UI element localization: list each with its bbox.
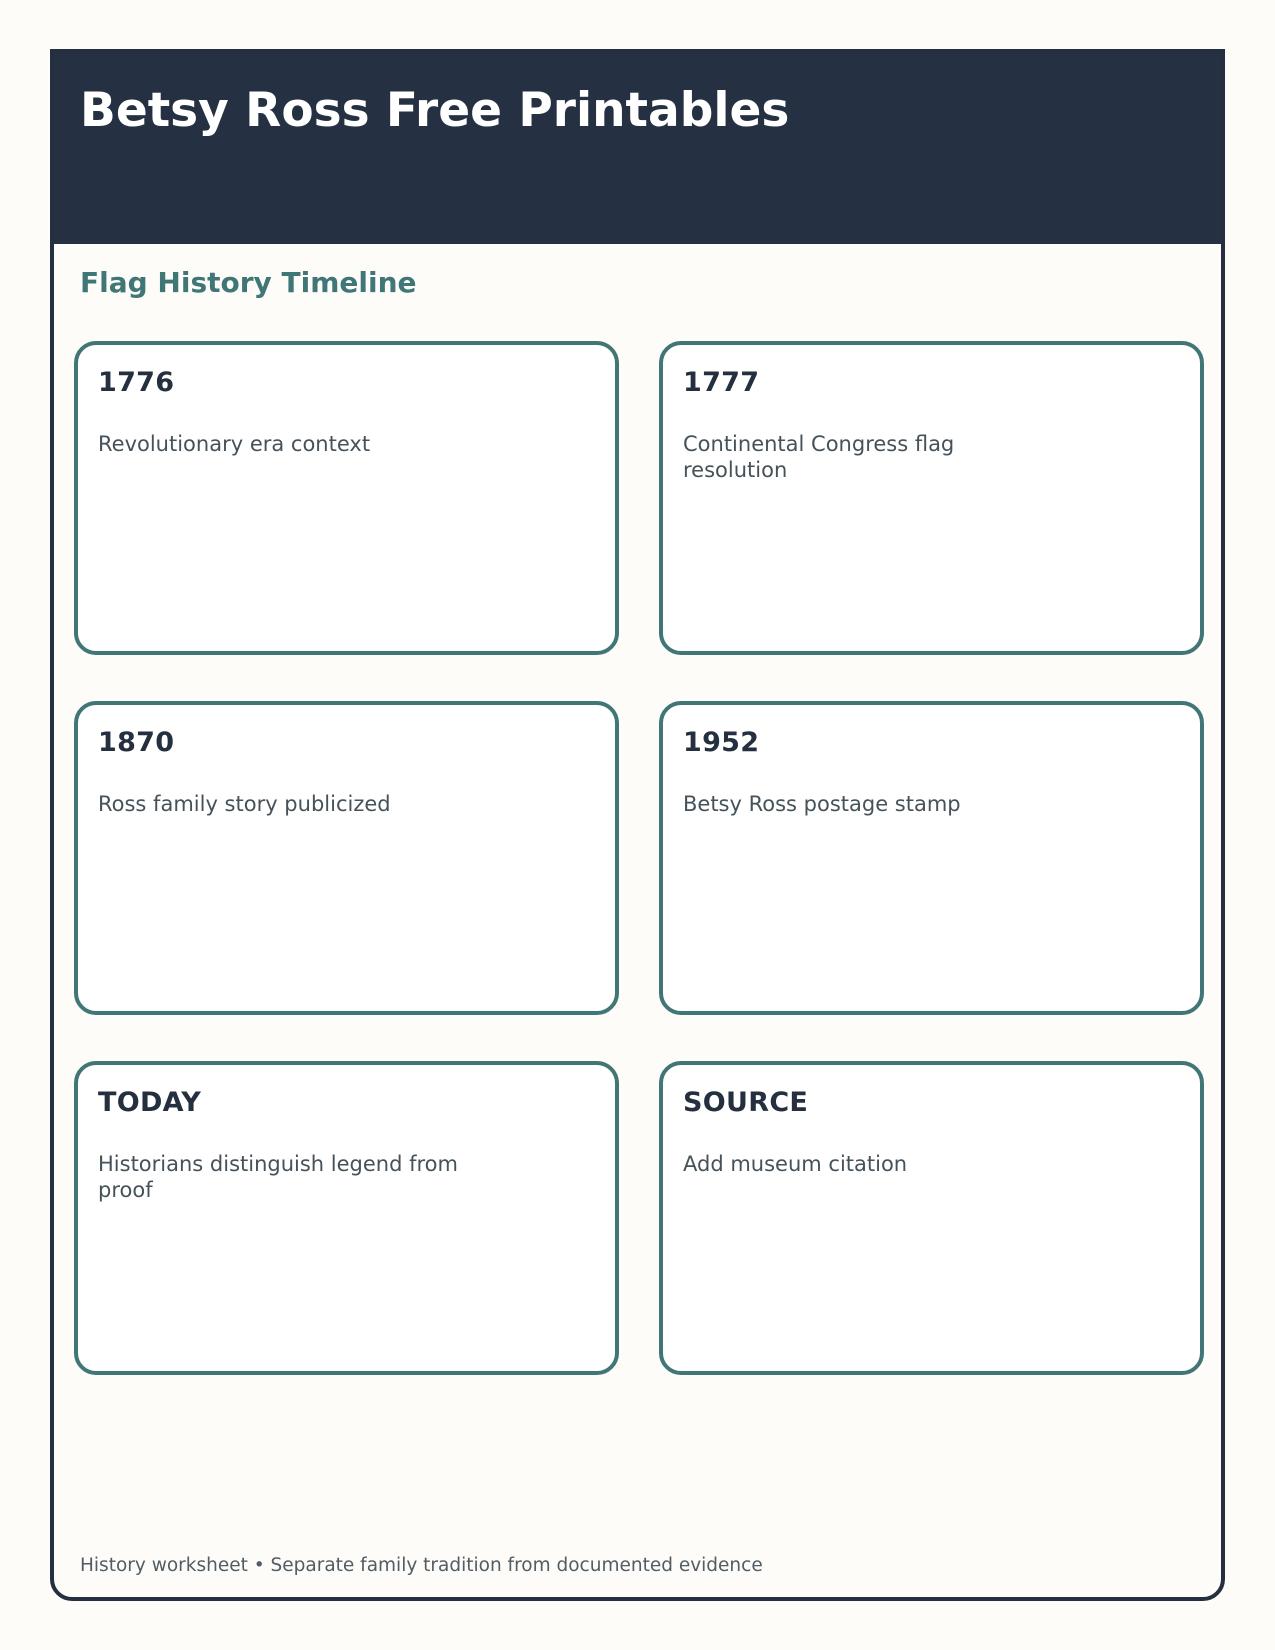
timeline-card-1777 [659, 341, 1204, 655]
page-title: Betsy Ross Free Printables [80, 83, 790, 138]
timeline-card-today [74, 1061, 619, 1375]
card-description: Revolutionary era context [98, 432, 371, 456]
card-year: 1776 [98, 367, 175, 398]
card-description: Ross family story publicized [98, 792, 391, 816]
card-year: 1870 [98, 727, 175, 758]
timeline-card-1776 [74, 341, 619, 655]
footer-note: History worksheet • Separate family tradition from documented evidence [80, 1555, 763, 1576]
header-banner [54, 53, 1221, 244]
card-description: Continental Congress flag resolution [683, 432, 955, 482]
timeline-card-source [659, 1061, 1204, 1375]
timeline-card-1952 [659, 701, 1204, 1015]
card-year: 1777 [683, 367, 760, 398]
card-description: Add museum citation [683, 1152, 908, 1176]
card-year: 1952 [683, 727, 760, 758]
worksheet-page [50, 49, 1225, 1601]
card-year: SOURCE [683, 1087, 809, 1118]
card-year: TODAY [98, 1087, 202, 1118]
card-description: Historians distinguish legend from proof [98, 1152, 458, 1202]
section-title: Flag History Timeline [80, 266, 417, 299]
timeline-card-1870 [74, 701, 619, 1015]
card-description: Betsy Ross postage stamp [683, 792, 961, 816]
